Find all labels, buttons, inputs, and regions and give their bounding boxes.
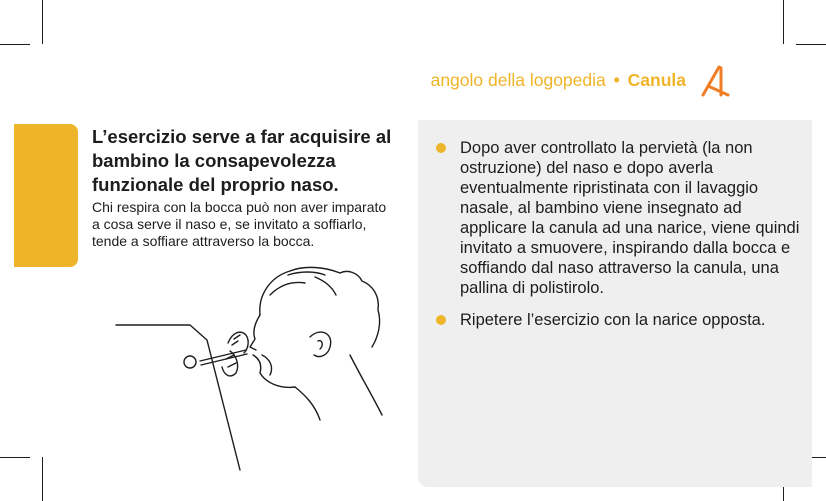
instruction-text: Dopo aver controllato la pervietà (la non ostruzione) del naso e dopo averla eventualmente ripristinata con il lavaggio nasale, al bambino viene insegnato ad applicare la canula ad una narice, viene quindi invitato a smuovere, inspirando dalla bocca e soffiando dal naso attraverso la canula, una pallina di polistirolo. [460, 139, 800, 297]
bullet-dot-icon [436, 143, 446, 153]
page-header [431, 70, 686, 91]
list-item [436, 138, 806, 298]
topic-label: Canula [627, 70, 686, 90]
crop-mark [42, 457, 43, 501]
exercise-title: L’esercizio serve a far acquisire al bambino la consapevolezza funzionale del proprio naso. [92, 126, 392, 195]
instructions-panel [418, 120, 812, 487]
crop-mark [796, 44, 826, 45]
canula-logo-icon [700, 64, 732, 98]
child-blowing-through-canula-illustration [110, 255, 395, 475]
intro-text: Chi respira con la bocca può non aver imparato a cosa serve il naso e, se invitato a soffiarlo, tende a soffiare attraverso la bocca. [92, 199, 387, 249]
crop-mark [42, 0, 43, 44]
instruction-text: Ripetere l’esercizio con la narice opposta. [460, 311, 766, 329]
bullet-dot-icon [436, 315, 446, 325]
header-separator: • [613, 70, 620, 90]
crop-mark [783, 0, 784, 44]
crop-mark [0, 44, 30, 45]
crop-mark [0, 457, 30, 458]
section-label: angolo della logopedia [430, 70, 606, 90]
instructions-list [436, 138, 806, 342]
list-item [436, 310, 806, 330]
accent-bar [14, 124, 78, 267]
